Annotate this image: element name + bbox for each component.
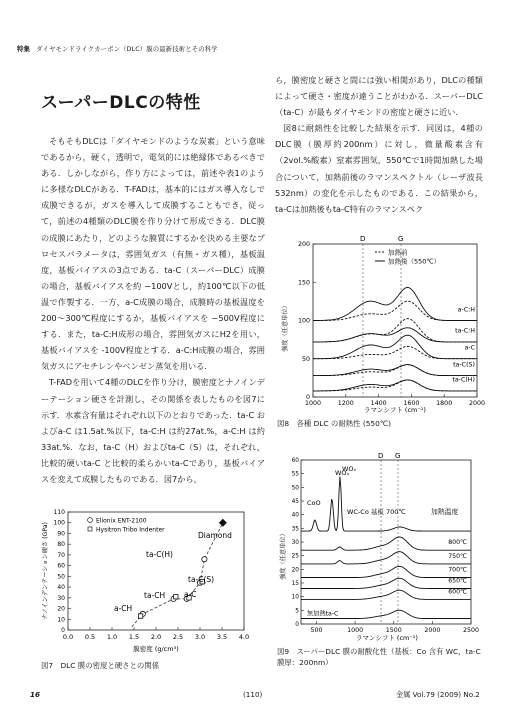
fig7-y-tick-label: 60 bbox=[57, 562, 65, 570]
fig9-y-tick-label: 55 bbox=[291, 471, 299, 478]
fig9-y-tick-label: 10 bbox=[291, 594, 299, 601]
fig9-series-label: 750℃ bbox=[448, 552, 467, 560]
left-column bbox=[41, 133, 265, 487]
fig9-y-tick-label: 0 bbox=[295, 622, 299, 628]
fig7-x-tick-label: 2.5 bbox=[172, 633, 184, 641]
fig7-y-tick-label: 110 bbox=[53, 509, 65, 516]
fig8-y-tick-label: 200 bbox=[297, 241, 310, 248]
fig7-point-elionix bbox=[202, 557, 207, 562]
fig7-label-ac: a-C bbox=[184, 590, 197, 599]
fig8-curve-before bbox=[313, 319, 477, 342]
header-title: ダイヤモンドライクカーボン（DLC）膜の最新技術とその科学 bbox=[36, 45, 218, 53]
fig7-xlabel: 膜密度 (g/cm³) bbox=[133, 645, 179, 653]
fig8-g-label: G bbox=[398, 235, 404, 243]
right-column bbox=[275, 72, 483, 217]
fig9-curve bbox=[301, 537, 471, 550]
fig9-y-tick-label: 25 bbox=[291, 553, 299, 560]
footer-page-number: 16 bbox=[30, 690, 41, 699]
fig9-curve bbox=[301, 578, 471, 588]
fig9-series-label: 800℃ bbox=[448, 539, 467, 547]
fig7-legend-circle-marker bbox=[88, 518, 93, 523]
fig9-y-tick-label: 50 bbox=[291, 485, 299, 492]
fig7-point-diamond bbox=[219, 519, 227, 527]
fig9-curve bbox=[301, 552, 471, 564]
fig7-legend-elionix: Elionix ENT-2100 bbox=[96, 517, 147, 525]
fig7-x-tick-label: 3.0 bbox=[194, 633, 206, 641]
fig7-label-tach2: ta-CH bbox=[144, 591, 166, 600]
fig8-curve-after bbox=[313, 288, 477, 321]
fig9-curve bbox=[301, 477, 471, 532]
fig7-y-tick-label: 30 bbox=[57, 594, 65, 602]
fig8-y-tick-label: 150 bbox=[297, 279, 310, 287]
fig8-series-label: a-C:H bbox=[457, 306, 475, 314]
fig7-y-tick-label: 0 bbox=[61, 627, 65, 634]
footer-journal: 金属 Vol.79 (2009) No.2 bbox=[396, 690, 480, 699]
fig9-y-tick-label: 15 bbox=[291, 581, 299, 587]
fig9-caption: 図9 スーパーDLC 膜の耐酸化性（基板：Co 含有 WC，ta-C 膜厚：200nm） bbox=[277, 647, 481, 667]
fig7-y-tick-label: 40 bbox=[57, 584, 65, 592]
fig9-x-tick-label: 2500 bbox=[462, 627, 480, 634]
fig9-g-label: G bbox=[395, 452, 401, 460]
fig9-ylabel: 強度（任意単位） bbox=[280, 530, 287, 580]
article-title: スーパーDLCの特性 bbox=[41, 93, 201, 113]
fig7-label-tacs: ta-C(S) bbox=[188, 575, 215, 584]
running-header bbox=[17, 44, 218, 53]
fig9-heat-label: 加熱温度 bbox=[431, 508, 459, 516]
fig9-series-label: 700℃ bbox=[448, 566, 467, 574]
fig7-y-tick-label: 20 bbox=[57, 605, 65, 613]
fig8-curve-before bbox=[313, 301, 477, 320]
fig9-curve bbox=[301, 566, 471, 577]
fig9-peak-coo: CoO bbox=[307, 499, 321, 507]
fig8-legend-after: 加熱後（550℃） bbox=[388, 257, 441, 266]
fig9-curve bbox=[301, 590, 471, 599]
fig7-legend-hysitron: Hysitron Tribo Indenter bbox=[96, 526, 165, 534]
left-paragraph-2: T-FADを用いて4種のDLCを作り分け，膜密度とナノインデーテーション硬さを計測し，その関係を表したものを図7に示す．水素含有量はそれぞれ以下のとおりであった．ta-C およびa-C は1.5at.%以下，ta-C:H は約27at.%，a-C:H は約33at.%．なお，ta-C（H）およびta-C（S）は，それぞれ，比較的硬いta-C と比較的柔らかいta-Cであり，基板バイアスを変えて成膜したものである．図7から， bbox=[41, 377, 265, 484]
fig7-x-tick-label: 2.0 bbox=[150, 633, 162, 641]
fig8-d-label: D bbox=[360, 235, 366, 243]
fig8-x-tick-label: 1600 bbox=[403, 400, 420, 407]
fig8-x-tick-label: 1800 bbox=[436, 400, 453, 407]
fig8-series-label: ta-C:H bbox=[455, 327, 475, 335]
figure-7 bbox=[38, 508, 263, 653]
fig9-peak-wox-a: WOₓ bbox=[335, 469, 350, 477]
fig8-y-tick-label: 0 bbox=[305, 394, 310, 401]
fig7-y-tick-label: 50 bbox=[57, 573, 65, 581]
fig9-peak-wox-b: WOₓ bbox=[342, 465, 357, 473]
fig9-y-tick-label: 5 bbox=[295, 608, 299, 615]
fig8-series-label: a-C bbox=[464, 344, 475, 352]
fig9-x-tick-label: 2000 bbox=[424, 627, 441, 634]
fig9-y-tick-label: 20 bbox=[291, 567, 299, 574]
fig9-series-label: 無加熱ta-C bbox=[307, 610, 339, 618]
fig7-x-tick-label: 1.5 bbox=[128, 633, 140, 641]
fig9-substrate-label: WC-Co 基板 700℃ bbox=[347, 508, 406, 516]
right-paragraph-1: ら，膜密度と硬さと間には強い相関があり，DLCの種類によって硬さ・密度が違うことがわかる．スーパーDLC（ta-C）が最もダイヤモンドの密度と硬さに近い． bbox=[275, 75, 483, 118]
fig8-curve-after bbox=[313, 335, 477, 359]
fig7-label-diamond: Diamond bbox=[198, 531, 232, 540]
fig7-y-tick-label: 100 bbox=[53, 519, 65, 527]
footer-center: (110) bbox=[243, 690, 263, 699]
fig9-x-tick-label: 500 bbox=[310, 627, 323, 634]
fig7-x-tick-label: 0.0 bbox=[62, 633, 74, 641]
fig7-x-tick-label: 4.0 bbox=[238, 633, 250, 641]
fig9-x-tick-label: 1500 bbox=[385, 627, 402, 634]
fig7-y-tick-label: 70 bbox=[57, 551, 65, 559]
fig8-series-label: ta-C(S) bbox=[453, 361, 475, 369]
fig8-curve-before bbox=[313, 346, 477, 358]
fig9-series-label: 600℃ bbox=[448, 588, 467, 596]
fig7-y-tick-label: 10 bbox=[57, 616, 65, 624]
fig7-x-tick-label: 0.5 bbox=[84, 633, 96, 641]
right-paragraph-2: 図8に耐熱性を比較した結果を示す．同図は，4種のDLC膜（膜厚約200nm）に対し，微量酸素含有（2vol.%酸素）窒素雰囲気，550℃で1時間加熱した場合について，加熱前後のラマンスペクトル（レーザ波長532nm）の変化を示したものである．この結果から，ta-Cは加熱後もta-C特有のラマンスペク bbox=[275, 123, 483, 214]
fig9-y-tick-label: 35 bbox=[291, 526, 299, 533]
fig8-ylabel: 強度（任意単位） bbox=[282, 302, 289, 352]
fig8-curve-after bbox=[313, 328, 477, 342]
figure-9 bbox=[277, 450, 487, 642]
fig7-caption: 図7 DLC 膜の密度と硬さとの関係 bbox=[41, 661, 160, 670]
fig7-x-tick-label: 3.5 bbox=[216, 633, 228, 641]
fig8-caption: 図8 各種 DLC の耐熱性 (550℃) bbox=[277, 419, 392, 428]
fig7-label-tach: ta-C(H) bbox=[146, 550, 173, 559]
fig9-y-tick-label: 40 bbox=[291, 512, 299, 519]
fig7-point-hysitron bbox=[138, 614, 142, 618]
fig8-y-tick-label: 50 bbox=[301, 355, 310, 363]
fig7-x-tick-label: 1.0 bbox=[106, 633, 118, 641]
fig8-x-tick-label: 1400 bbox=[370, 400, 387, 407]
fig8-legend-before: 加熱前 bbox=[388, 248, 408, 257]
fig8-xlabel: ラマンシフト (cm⁻¹) bbox=[364, 406, 426, 414]
fig8-series-label: ta-C(H) bbox=[452, 376, 475, 384]
fig7-point-hysitron bbox=[174, 595, 178, 599]
fig9-x-tick-label: 1000 bbox=[347, 627, 364, 634]
fig9-y-tick-label: 45 bbox=[291, 499, 299, 505]
fig7-y-tick-label: 90 bbox=[57, 530, 65, 538]
figure-8 bbox=[277, 232, 487, 414]
fig8-y-tick-label: 100 bbox=[297, 317, 310, 325]
fig7-ylabel: ナノインデンテーション硬さ (GPa) bbox=[42, 522, 49, 620]
fig9-y-tick-label: 60 bbox=[291, 458, 299, 464]
fig7-legend-square-marker bbox=[88, 527, 92, 531]
fig9-d-label: D bbox=[378, 452, 384, 460]
left-paragraph-1: そもそもDLCは「ダイヤモンドのような炭素」という意味であるから，硬く，透明で，電気的には絶縁体であるべきである．しかしながら，作り方によっては，前述や表1のように多様なDLCがある．T-FADは，基本的にはガス導入なしで成膜できるが，ガスを導入して成膜することもでき，従って，前述の4種類のDLC膜を作り分けて形成できる．DLC膜の成膜にあたり，どのような膜質にするかを決める主要なプロセスパラメータは，雰囲気ガス（有無・ガス種），基板温度，基板バイアスの3点である．ta-C（スーパーDLC）成膜の場合，基板バイアスを約 −100Vとし，約100℃以下の低温で作製する．一方，a-C成膜の場合，成膜時の基板温度を200～300℃程度にするか，基板バイアスを −500V程度にする．また，ta-C:H成形の場合，雰囲気ガスにH2を用い，基板バイアスを -100V程度とする．a-C:H成膜の場合，雰囲気ガスにアセチレンやベンゼン蒸気を用いる． bbox=[41, 136, 265, 372]
fig7-label-ach: a-CH bbox=[114, 604, 133, 613]
fig8-x-tick-label: 1000 bbox=[304, 400, 322, 407]
header-section: 特集 bbox=[17, 45, 30, 53]
fig7-y-tick-label: 80 bbox=[57, 541, 65, 549]
fig8-x-tick-label: 2000 bbox=[468, 400, 486, 407]
fig9-xlabel: ラマンシフト (cm⁻¹) bbox=[356, 634, 418, 642]
fig9-y-tick-label: 30 bbox=[291, 540, 299, 546]
fig8-x-tick-label: 1200 bbox=[337, 400, 354, 407]
fig9-series-label: 650℃ bbox=[448, 577, 467, 585]
